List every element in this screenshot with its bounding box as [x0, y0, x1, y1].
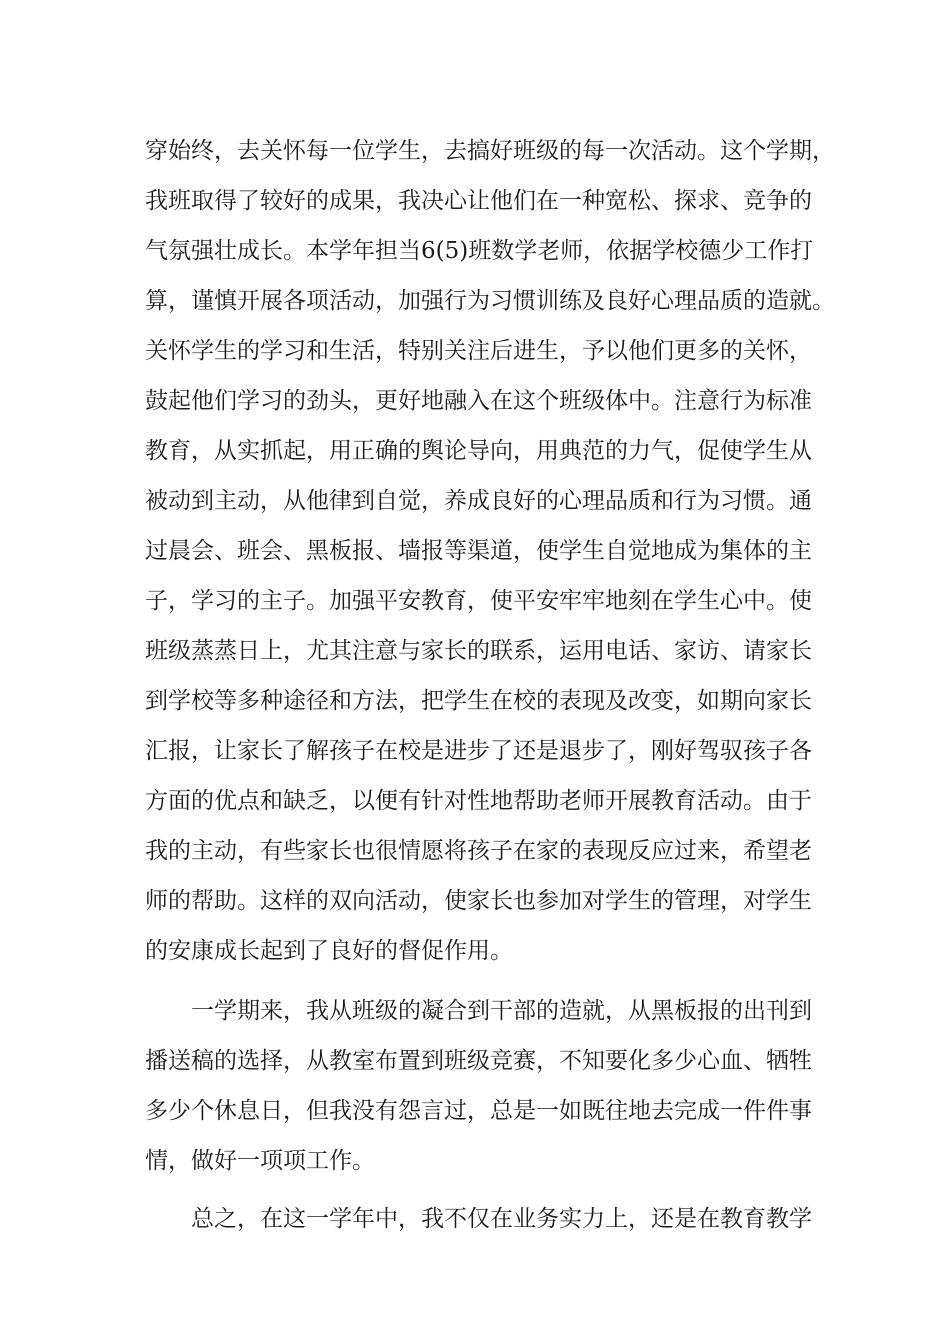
- text-line: 气氛强壮成长。本学年担当6(5)班数学老师，依据学校德少工作打: [145, 238, 814, 264]
- paragraph-first-line: 总之，在这一学年中，我不仅在业务实力上，还是在教育教学: [191, 1206, 812, 1232]
- text-line: 师的帮助。这样的双向活动，使家长也参加对学生的管理，对学生: [145, 888, 812, 914]
- text-line: 的安康成长起到了良好的督促作用。: [145, 938, 513, 964]
- text-line: 班级蒸蒸日上，尤其注意与家长的联系，运用电话、家访、请家长: [145, 638, 812, 664]
- text-line: 被动到主动，从他律到自觉，养成良好的心理品质和行为习惯。通: [145, 488, 812, 514]
- text-line: 播送稿的选择，从教室布置到班级竞赛，不知要化多少心血、牺牲: [145, 1048, 812, 1074]
- text-line: 算，谨慎开展各项活动，加强行为习惯训练及良好心理品质的造就。: [145, 288, 835, 314]
- text-line: 鼓起他们学习的劲头，更好地融入在这个班级体中。注意行为标准: [145, 388, 812, 414]
- paragraph-first-line: 一学期来，我从班级的凝合到干部的造就，从黑板报的出刊到: [191, 998, 812, 1024]
- text-line: 情，做好一项项工作。: [145, 1148, 375, 1174]
- text-line: 方面的优点和缺乏，以便有针对性地帮助老师开展教育活动。由于: [145, 788, 812, 814]
- text-line: 我的主动，有些家长也很情愿将孩子在家的表现反应过来，希望老: [145, 838, 812, 864]
- text-line: 我班取得了较好的成果，我决心让他们在一种宽松、探求、竞争的: [145, 188, 812, 214]
- text-line: 关怀学生的学习和生活，特别关注后进生，予以他们更多的关怀，: [145, 338, 812, 364]
- text-line: 多少个休息日，但我没有怨言过，总是一如既往地去完成一件件事: [145, 1098, 812, 1124]
- text-line: 汇报，让家长了解孩子在校是进步了还是退步了，刚好驾驭孩子各: [145, 738, 812, 764]
- text-line: 教育，从实抓起，用正确的舆论导向，用典范的力气，促使学生从: [145, 438, 812, 464]
- text-line: 到学校等多种途径和方法，把学生在校的表现及改变，如期向家长: [145, 688, 812, 714]
- text-line: 过晨会、班会、黑板报、墙报等渠道，使学生自觉地成为集体的主: [145, 538, 812, 564]
- text-line: 子，学习的主子。加强平安教育，使平安牢牢地刻在学生心中。使: [145, 588, 812, 614]
- text-line: 穿始终，去关怀每一位学生，去搞好班级的每一次活动。这个学期，: [145, 138, 835, 164]
